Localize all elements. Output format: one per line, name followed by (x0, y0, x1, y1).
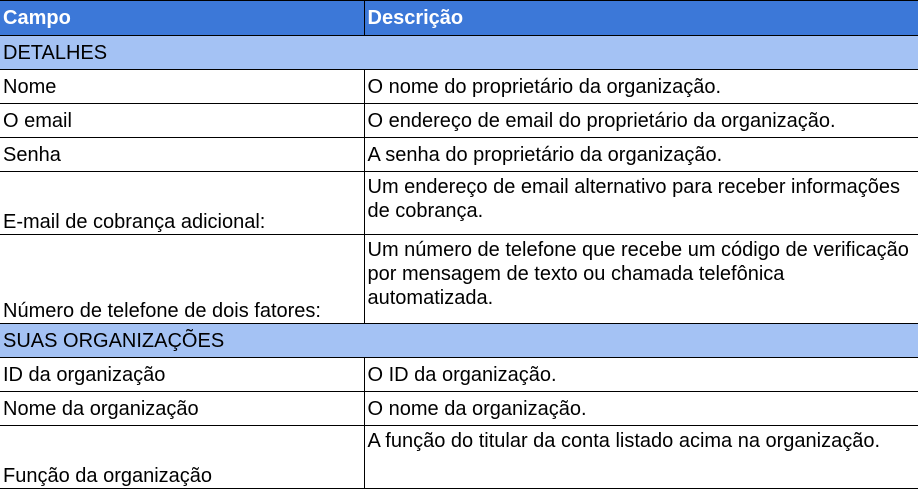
table-row (0, 392, 918, 426)
table-row (0, 426, 918, 489)
field-name: Nome (0, 70, 364, 104)
field-description: O nome da organização. (364, 392, 918, 426)
table-row (0, 358, 918, 392)
field-description: O endereço de email do proprietário da organização. (364, 104, 918, 138)
field-name: O email (0, 104, 364, 138)
column-header-field: Campo (0, 1, 364, 36)
field-description: A função do titular da conta listado acima na organização. (364, 426, 918, 489)
table-row (0, 70, 918, 104)
field-description: O nome do proprietário da organização. (364, 70, 918, 104)
table-header-row (0, 1, 918, 36)
field-description: A senha do proprietário da organização. (364, 138, 918, 172)
section-row-organizations (0, 324, 918, 358)
field-name: E-mail de cobrança adicional: (0, 172, 364, 235)
section-title: DETALHES (0, 36, 918, 70)
section-row-details (0, 36, 918, 70)
field-name: Senha (0, 138, 364, 172)
section-title: SUAS ORGANIZAÇÕES (0, 324, 918, 358)
table-row (0, 138, 918, 172)
table-row (0, 104, 918, 138)
table-row (0, 235, 918, 324)
field-description: O ID da organização. (364, 358, 918, 392)
field-name: Número de telefone de dois fatores: (0, 235, 364, 324)
field-name: Nome da organização (0, 392, 364, 426)
column-header-description: Descrição (364, 1, 918, 36)
field-description: Um número de telefone que recebe um código de verificação por mensagem de texto ou chamada telefônica automatizada. (364, 235, 918, 324)
field-description: Um endereço de email alternativo para receber informações de cobrança. (364, 172, 918, 235)
field-name: ID da organização (0, 358, 364, 392)
table-row (0, 172, 918, 235)
field-name: Função da organização (0, 426, 364, 489)
